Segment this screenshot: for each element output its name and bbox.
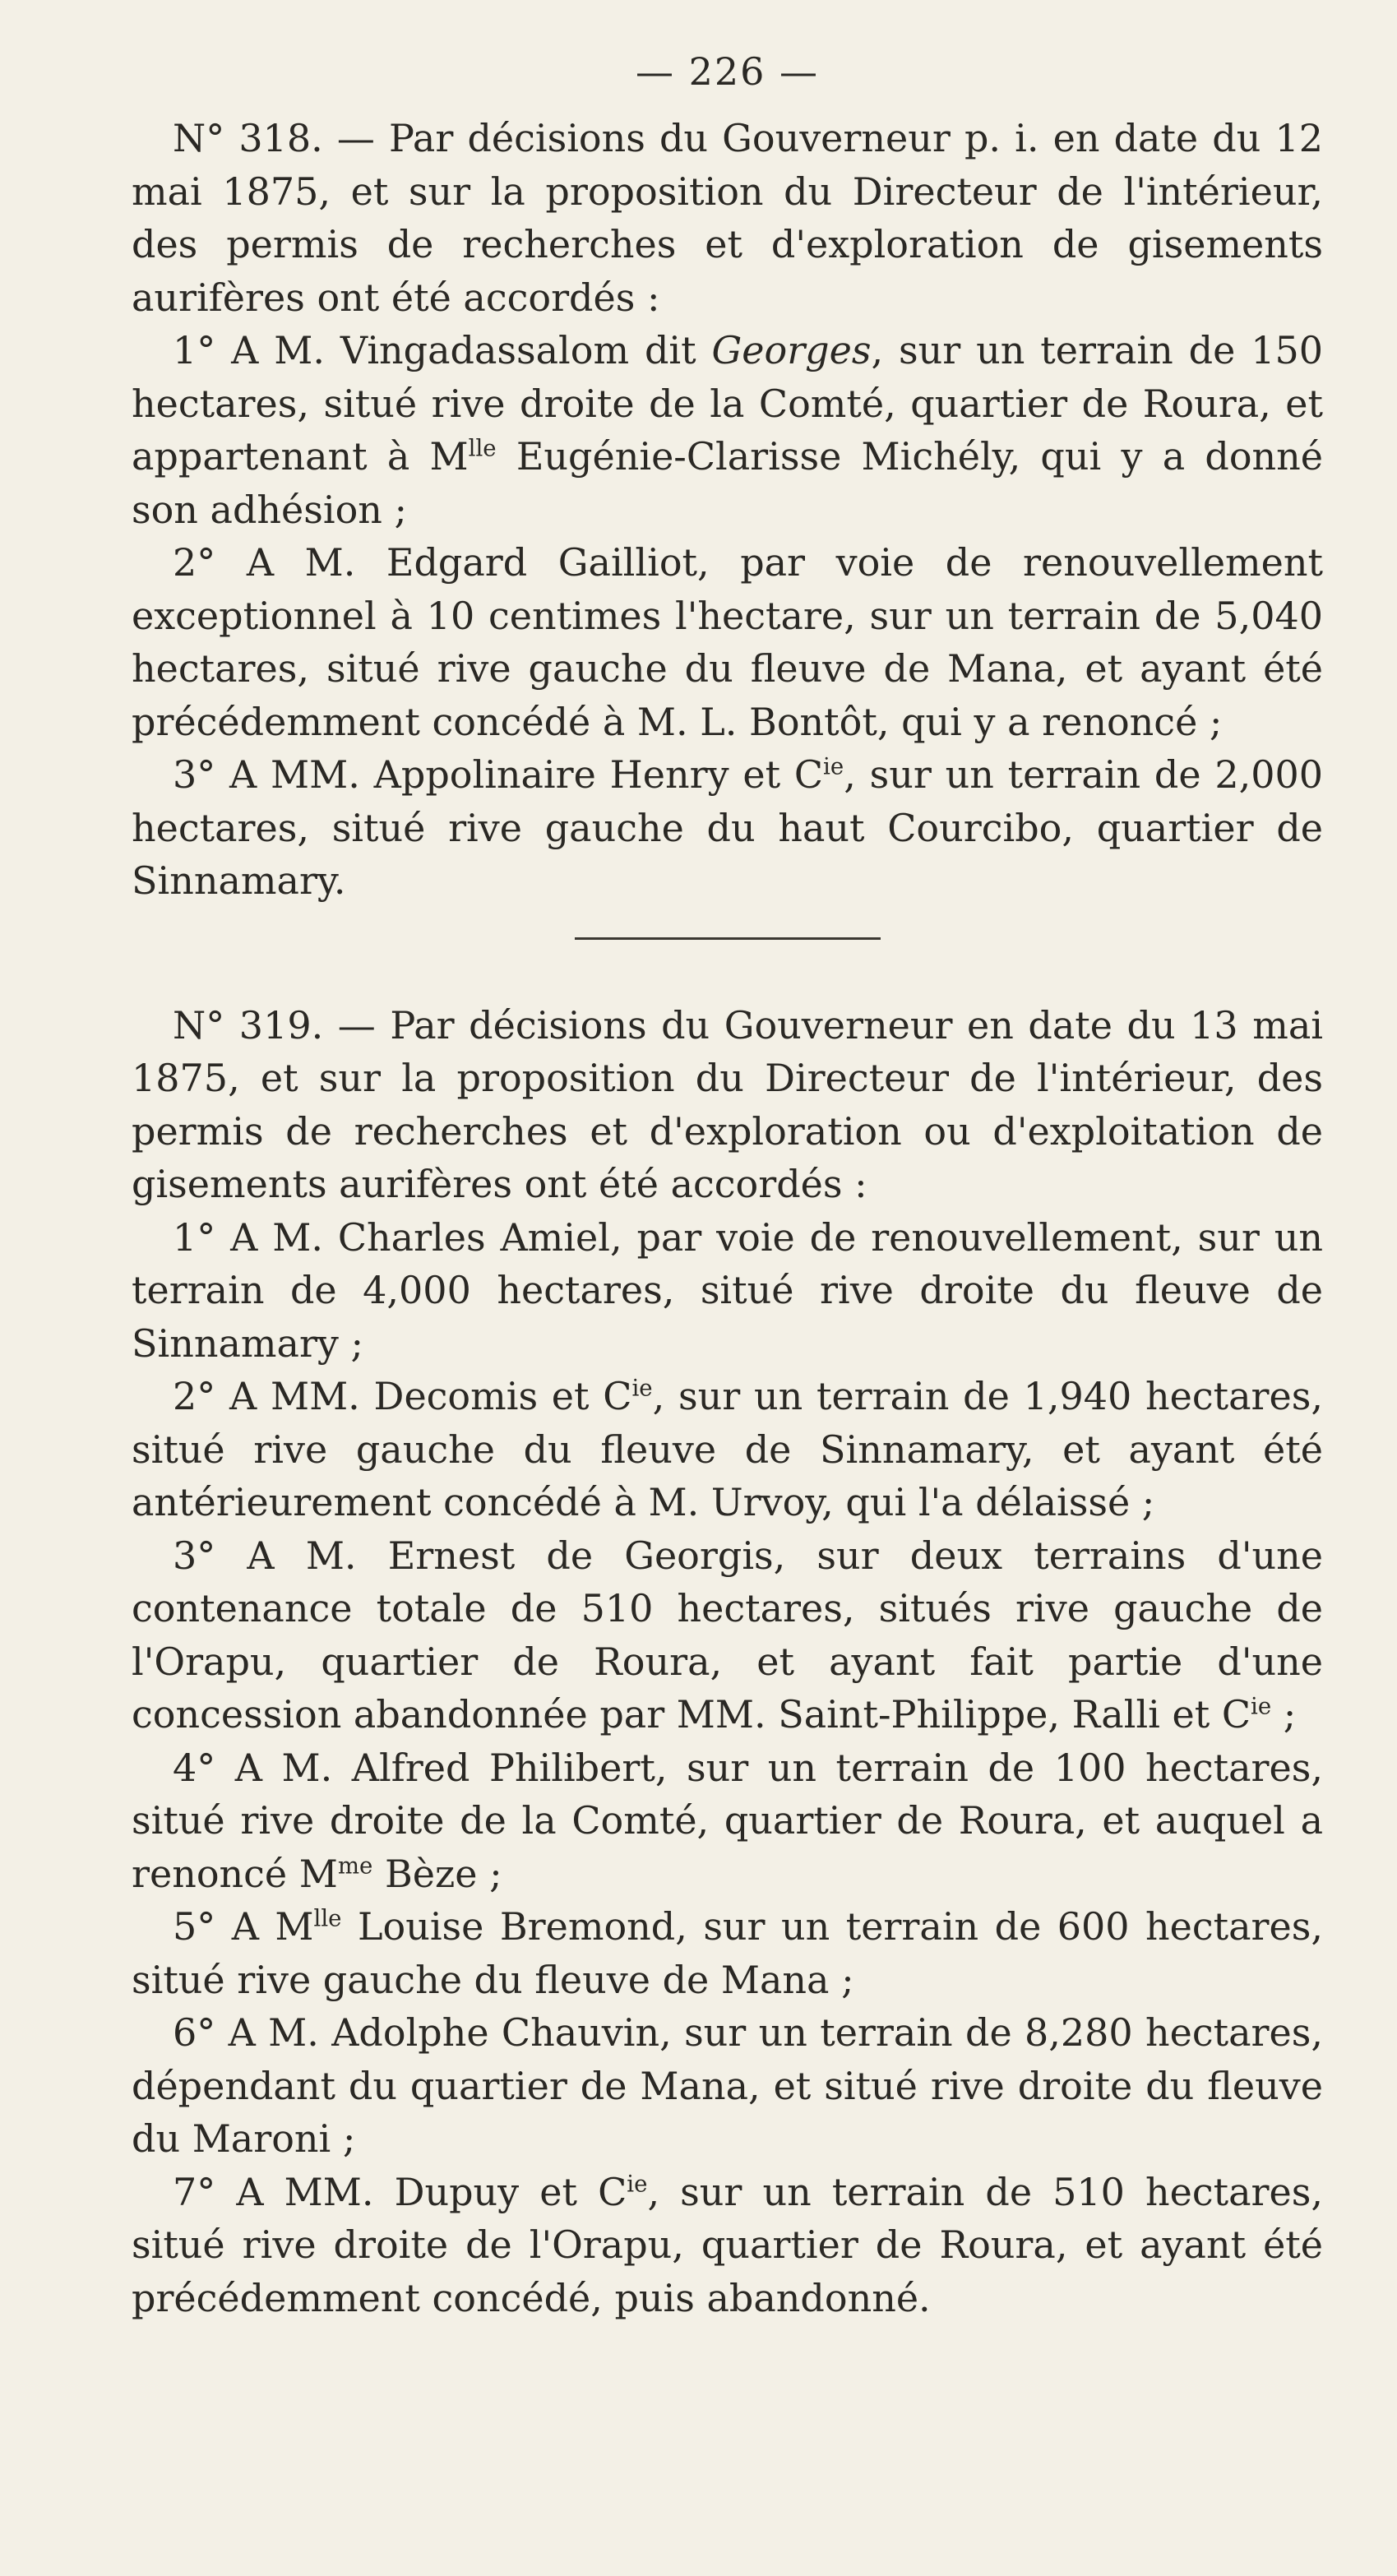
decision-318-intro: N° 318. — Par décisions du Gouverneur p. i. en date du 12 mai 1875, et sur la proposition du Directeur de l'intérieur, des permis de recherches et d'exploration de gisements aurifères ont été accordés : xyxy=(132,116,1323,320)
decision-319-intro: N° 319. — Par décisions du Gouverneur en date du 13 mai 1875, et sur la proposition du Directeur de l'intérieur, des permis de recherches et d'exploration ou d'exploitation de gisements aurifères ont été accordés : xyxy=(132,1002,1323,1206)
decision-319-item-1: 1° A M. Charles Amiel, par voie de renouvellement, sur un terrain de 4,000 hectares, situé rive droite du fleuve de Sinnamary ; xyxy=(132,1214,1323,1366)
decision-319-item-7: 7° A MM. Dupuy et $C^{ie}$, sur un terrain de 510 hectares, situé rive droite de l'Orapu, quartier de Roura, et ayant été précédemment concédé, puis abandonné. xyxy=(132,2169,1324,2320)
decision-318-item-3: 3° A MM. Appolinaire Henry et $C^{ie}$, sur un terrain de 2,000 hectares, situé rive gauche du haut Courcibo, quartier de Sinnamary. xyxy=(132,752,1324,903)
decision-319-item-4: 4° A M. Alfred Philibert, sur un terrain de 100 hectares, situé rive droite de la Comté, quartier de Roura, et auquel a renoncé $M^{me}$ Bèze ; xyxy=(132,1745,1323,1896)
section-divider xyxy=(575,937,881,940)
page-number: — 226 — xyxy=(635,49,820,94)
decision-319-item-5: 5° A $M^{lle}$ Louise Bremond, sur un terrain de 600 hectares, situé rive gauche du fleuve de Mana ; xyxy=(132,1904,1323,2002)
decision-319-item-2: 2° A MM. Decomis et $C^{ie}$, sur un terrain de 1,940 hectares, situé rive gauche du fleuve de Sinnamary, et ayant été antérieurement concédé à M. Urvoy, qui l'a délaissé ; xyxy=(132,1374,1323,1524)
decision-319-item-3: 3° A M. Ernest de Georgis, sur deux terrains d'une contenance totale de 510 hectares, situés rive gauche de l'Orapu, quartier de Roura, et ayant fait partie d'une concession abandonnée par MM. Saint-Philippe, Ralli et $C^{ie}$ ; xyxy=(132,1533,1323,1737)
decision-318-item-2: 2° A M. Edgard Gailliot, par voie de renouvellement exceptionnel à 10 centimes l'hectare, sur un terrain de 5,040 hectares, situé rive gauche du fleuve de Mana, et ayant été précédemment concédé à M. L. Bontôt, qui y a renoncé ; xyxy=(132,540,1323,744)
decision-319-item-6: 6° A M. Adolphe Chauvin, sur un terrain de 8,280 hectares, dépendant du quartier de Mana, et situé rive droite du fleuve du Maroni ; xyxy=(132,2010,1323,2161)
decision-318-item-1: 1° A M. Vingadassalom dit Georges, sur un terrain de 150 hectares, situé rive droite de la Comté, quartier de Roura, et appartenant à $M^{lle}$ Eugénie-Clarisse Michély, qui y a donné son adhésion ; xyxy=(132,328,1323,532)
